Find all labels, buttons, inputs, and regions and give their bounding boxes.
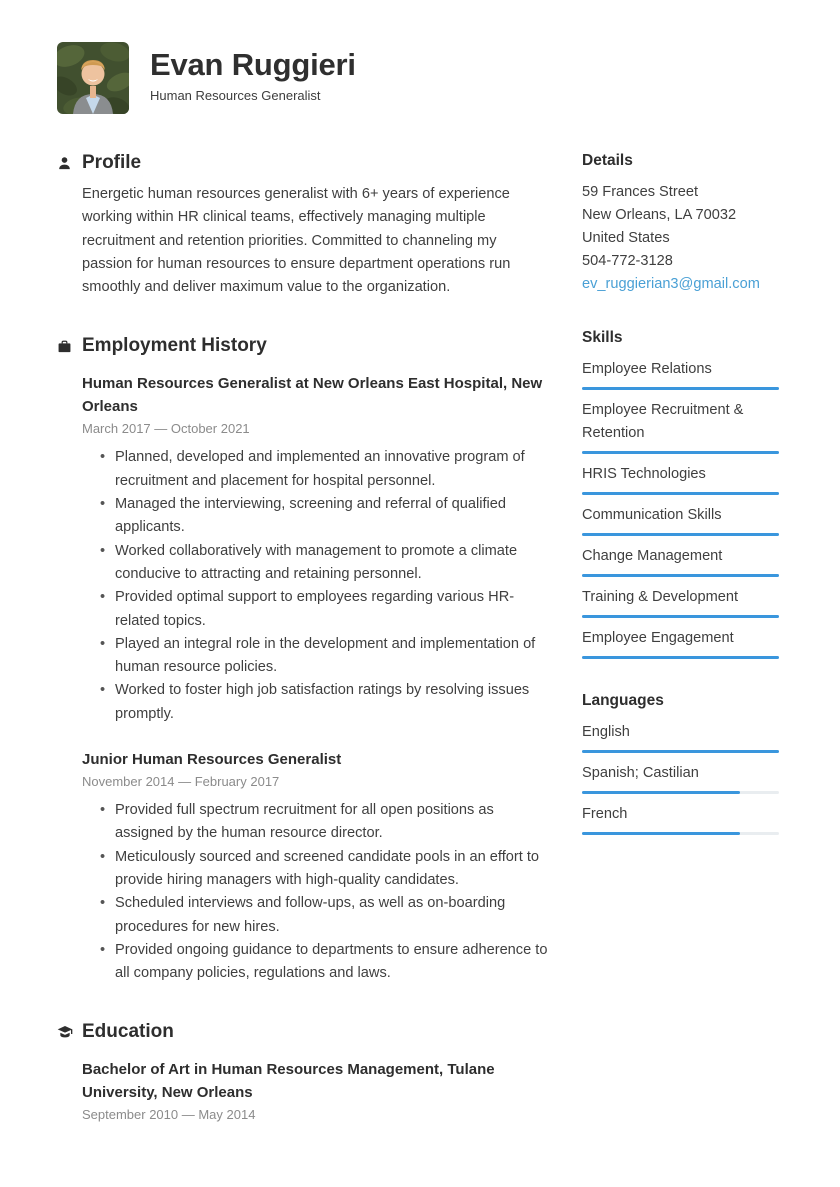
profile-photo-illustration bbox=[57, 42, 129, 114]
skill-bar-track bbox=[582, 533, 779, 536]
language-item bbox=[582, 803, 779, 835]
person-icon bbox=[57, 156, 82, 171]
job-bullet: • Planned, developed and implemented an innovative program of recruitment and placement for hospital personnel. bbox=[100, 446, 548, 493]
job-bullet: • Played an integral role in the development and implementation of human resource policies. bbox=[100, 633, 548, 680]
education-body bbox=[82, 1058, 548, 1122]
language-label: Spanish; Castilian bbox=[582, 765, 699, 781]
language-label: French bbox=[582, 806, 628, 822]
skill-bar-track bbox=[582, 451, 779, 454]
skill-bar-track bbox=[582, 387, 779, 390]
profile-body bbox=[82, 183, 548, 299]
language-bar-track bbox=[582, 791, 779, 794]
languages-list bbox=[582, 721, 779, 835]
job-bullet: • Meticulously sourced and screened candidate pools in an effort to provide hiring managers with high-quality candidates. bbox=[100, 846, 548, 893]
skill-item bbox=[582, 504, 779, 536]
language-item bbox=[582, 762, 779, 794]
skill-label: Communication Skills bbox=[582, 507, 722, 523]
job-bullet: • Managed the interviewing, screening and referral of qualified applicants. bbox=[100, 493, 548, 540]
skill-item bbox=[582, 463, 779, 495]
job-entry bbox=[82, 372, 548, 726]
job-bullet: • Worked collaboratively with management to promote a climate conducive to attracting and retaining personnel. bbox=[100, 540, 548, 587]
details-lines bbox=[582, 181, 779, 273]
profile-section bbox=[57, 152, 548, 299]
job-bullet: • Provided optimal support to employees regarding various HR-related topics. bbox=[100, 586, 548, 633]
details-section bbox=[582, 152, 779, 296]
employment-section bbox=[57, 335, 548, 985]
job-bullet: • Provided ongoing guidance to departments to ensure adherence to all company policies, regulations and laws. bbox=[100, 939, 548, 986]
email-link[interactable]: ev_ruggierian3@gmail.com bbox=[582, 276, 760, 292]
skill-item bbox=[582, 399, 779, 454]
employment-section-header bbox=[57, 335, 548, 357]
job-bullet: • Provided full spectrum recruitment for all open positions as assigned by the human resource director. bbox=[100, 799, 548, 846]
language-bar-track bbox=[582, 750, 779, 753]
sidebar-column bbox=[582, 152, 779, 1122]
skill-label: HRIS Technologies bbox=[582, 466, 706, 482]
skill-bar-track bbox=[582, 656, 779, 659]
skills-section bbox=[582, 329, 779, 659]
detail-line: New Orleans, LA 70032 bbox=[582, 207, 737, 223]
language-bar-track bbox=[582, 832, 779, 835]
skill-label: Change Management bbox=[582, 548, 723, 564]
details-heading: Details bbox=[582, 152, 633, 169]
education-section bbox=[57, 1021, 548, 1122]
skill-bar-fill bbox=[582, 574, 779, 577]
skill-bar-fill bbox=[582, 656, 779, 659]
employment-heading: Employment History bbox=[82, 335, 267, 357]
detail-line: 59 Frances Street bbox=[582, 184, 698, 200]
header bbox=[57, 42, 779, 114]
job-entry bbox=[82, 748, 548, 985]
education-degree: Bachelor of Art in Human Resources Management, Tulane University, New Orleans bbox=[82, 1061, 495, 1102]
profile-heading: Profile bbox=[82, 152, 142, 173]
skill-label: Employee Relations bbox=[582, 361, 712, 377]
identity-block bbox=[150, 42, 356, 103]
language-item bbox=[582, 721, 779, 753]
profile-text: Energetic human resources generalist with 6+ years of experience working within HR clinical teams, effectively managing multiple recruitment and retention priorities. Committed to channeling my passion for human resources to ensure department operations run smoothly and deliver maximum value to the organization. bbox=[82, 186, 511, 296]
education-entry bbox=[82, 1058, 548, 1122]
skill-label: Employee Engagement bbox=[582, 630, 734, 646]
skill-item bbox=[582, 627, 779, 659]
skills-list bbox=[582, 358, 779, 659]
detail-line: 504-772-3128 bbox=[582, 253, 673, 269]
job-title: Human Resources Generalist at New Orleans East Hospital, New Orleans bbox=[82, 375, 543, 416]
person-name: Evan Ruggieri bbox=[150, 47, 356, 82]
education-heading: Education bbox=[82, 1021, 174, 1043]
job-title: Junior Human Resources Generalist bbox=[82, 751, 342, 769]
job-bullet: • Scheduled interviews and follow-ups, as well as on-boarding procedures for new hires. bbox=[100, 892, 548, 939]
skill-bar-fill bbox=[582, 492, 779, 495]
skill-item bbox=[582, 545, 779, 577]
skill-bar-fill bbox=[582, 615, 779, 618]
graduation-cap-icon bbox=[57, 1024, 82, 1040]
content-columns bbox=[57, 152, 779, 1122]
job-bullet-list bbox=[100, 799, 548, 985]
main-column bbox=[57, 152, 548, 1122]
skill-item bbox=[582, 586, 779, 618]
job-bullet-list bbox=[100, 446, 548, 726]
skill-label: Training & Development bbox=[582, 589, 739, 605]
education-dates: September 2010 — May 2014 bbox=[82, 1107, 256, 1123]
skill-bar-fill bbox=[582, 533, 779, 536]
language-bar-fill bbox=[582, 832, 740, 835]
profile-photo bbox=[57, 42, 129, 114]
detail-line: United States bbox=[582, 230, 670, 246]
skill-bar-track bbox=[582, 492, 779, 495]
job-bullet: • Worked to foster high job satisfaction ratings by resolving issues promptly. bbox=[100, 679, 548, 726]
skill-bar-fill bbox=[582, 387, 779, 390]
job-dates: March 2017 — October 2021 bbox=[82, 421, 250, 437]
skills-heading: Skills bbox=[582, 329, 623, 346]
briefcase-icon bbox=[57, 339, 82, 354]
skill-bar-track bbox=[582, 574, 779, 577]
languages-section bbox=[582, 692, 779, 835]
language-bar-fill bbox=[582, 791, 740, 794]
education-section-header bbox=[57, 1021, 548, 1043]
profile-section-header bbox=[57, 152, 548, 174]
skill-label: Employee Recruitment & Retention bbox=[582, 402, 744, 441]
language-bar-fill bbox=[582, 750, 779, 753]
language-label: English bbox=[582, 724, 630, 740]
skill-bar-track bbox=[582, 615, 779, 618]
skill-bar-fill bbox=[582, 451, 779, 454]
employment-body bbox=[82, 372, 548, 985]
person-title: Human Resources Generalist bbox=[150, 88, 321, 104]
languages-heading: Languages bbox=[582, 692, 664, 709]
job-dates: November 2014 — February 2017 bbox=[82, 774, 280, 790]
skill-item bbox=[582, 358, 779, 390]
